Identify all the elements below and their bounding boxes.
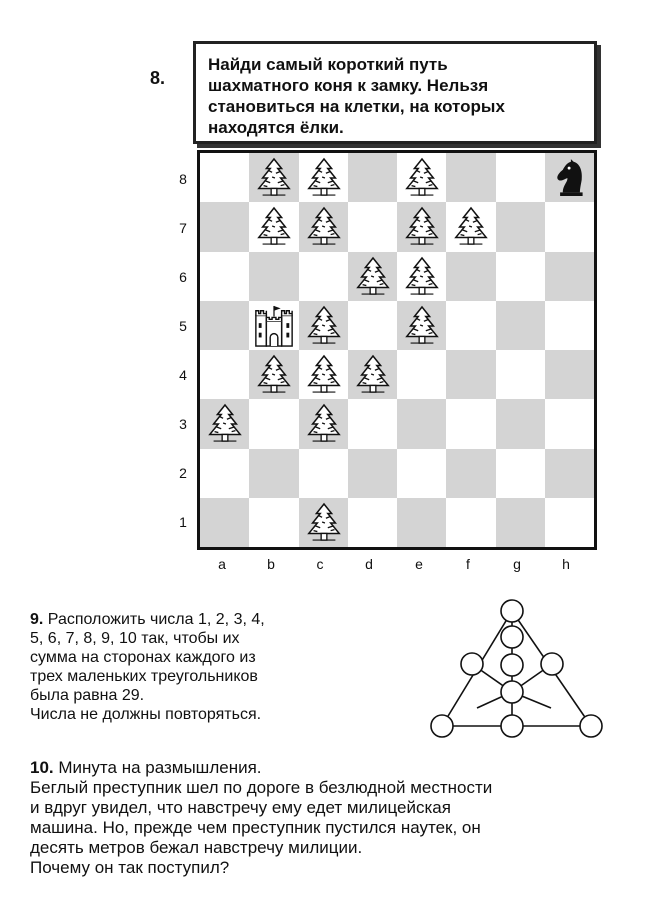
triangle-node bbox=[461, 653, 483, 675]
file-label: d bbox=[365, 556, 373, 572]
square-d2 bbox=[348, 449, 397, 498]
task-9-line: сумма на сторонах каждого из bbox=[30, 649, 256, 666]
square-e7 bbox=[397, 202, 446, 251]
square-c5 bbox=[299, 301, 348, 350]
square-h8 bbox=[545, 153, 594, 202]
triangle-node bbox=[501, 681, 523, 703]
tree-icon bbox=[403, 206, 441, 248]
file-label: b bbox=[267, 556, 275, 572]
triangle-node bbox=[580, 715, 602, 737]
chess-board-grid bbox=[200, 153, 594, 547]
task-10-line: десять метров бежал навстречу милиции. bbox=[30, 838, 363, 857]
task-9-text bbox=[30, 610, 350, 724]
square-h6 bbox=[545, 252, 594, 301]
square-d1 bbox=[348, 498, 397, 547]
square-e3 bbox=[397, 399, 446, 448]
square-d5 bbox=[348, 301, 397, 350]
task-8-number: 8. bbox=[150, 68, 166, 88]
rank-label: 3 bbox=[179, 416, 187, 432]
square-b7 bbox=[249, 202, 298, 251]
square-f2 bbox=[446, 449, 495, 498]
square-b3 bbox=[249, 399, 298, 448]
tree-icon bbox=[305, 502, 343, 544]
tree-icon bbox=[255, 206, 293, 248]
square-c6 bbox=[299, 252, 348, 301]
square-h5 bbox=[545, 301, 594, 350]
task-9-line: была равна 29. bbox=[30, 687, 145, 704]
square-h2 bbox=[545, 449, 594, 498]
rank-label: 2 bbox=[179, 465, 187, 481]
file-label: a bbox=[218, 556, 226, 572]
square-f4 bbox=[446, 350, 495, 399]
square-g1 bbox=[496, 498, 545, 547]
triangle-node bbox=[501, 600, 523, 622]
triangle-node bbox=[501, 626, 523, 648]
square-b5 bbox=[249, 301, 298, 350]
task-9-number: 9. bbox=[30, 611, 44, 628]
task-9-line: Числа не должны повторяться. bbox=[30, 706, 262, 723]
tree-icon bbox=[305, 403, 343, 445]
square-d8 bbox=[348, 153, 397, 202]
task-10-line: Почему он так поступил? bbox=[30, 858, 230, 877]
tree-icon bbox=[403, 256, 441, 298]
square-a1 bbox=[200, 498, 249, 547]
square-c4 bbox=[299, 350, 348, 399]
tree-icon bbox=[255, 157, 293, 199]
square-c8 bbox=[299, 153, 348, 202]
square-d7 bbox=[348, 202, 397, 251]
triangle-node bbox=[501, 715, 523, 737]
file-label: e bbox=[415, 556, 423, 572]
square-g7 bbox=[496, 202, 545, 251]
file-label: g bbox=[513, 556, 521, 572]
square-a4 bbox=[200, 350, 249, 399]
square-f1 bbox=[446, 498, 495, 547]
square-a6 bbox=[200, 252, 249, 301]
task-8-line: Найди самый короткий путь bbox=[208, 55, 448, 74]
square-a5 bbox=[200, 301, 249, 350]
square-d4 bbox=[348, 350, 397, 399]
square-g6 bbox=[496, 252, 545, 301]
knight-icon bbox=[552, 158, 588, 198]
square-b6 bbox=[249, 252, 298, 301]
square-h4 bbox=[545, 350, 594, 399]
number-triangle-diagram bbox=[425, 596, 610, 746]
square-c2 bbox=[299, 449, 348, 498]
square-c7 bbox=[299, 202, 348, 251]
rank-label: 1 bbox=[179, 514, 187, 530]
task-10-text bbox=[30, 758, 645, 878]
square-h7 bbox=[545, 202, 594, 251]
tree-icon bbox=[305, 206, 343, 248]
rank-label: 8 bbox=[179, 171, 187, 187]
tree-icon bbox=[354, 354, 392, 396]
task-9-line: Расположить числа 1, 2, 3, 4, bbox=[47, 611, 265, 628]
square-c3 bbox=[299, 399, 348, 448]
square-f3 bbox=[446, 399, 495, 448]
square-e5 bbox=[397, 301, 446, 350]
square-g8 bbox=[496, 153, 545, 202]
file-label: c bbox=[316, 556, 324, 572]
file-label: f bbox=[466, 556, 470, 572]
task-8-line: шахматного коня к замку. Нельзя bbox=[208, 76, 489, 95]
rank-label: 7 bbox=[179, 220, 187, 236]
triangle-node bbox=[501, 654, 523, 676]
tree-icon bbox=[354, 256, 392, 298]
square-f7 bbox=[446, 202, 495, 251]
square-d6 bbox=[348, 252, 397, 301]
square-b1 bbox=[249, 498, 298, 547]
rank-label: 6 bbox=[179, 269, 187, 285]
chess-board bbox=[197, 150, 597, 550]
square-e2 bbox=[397, 449, 446, 498]
rank-label: 5 bbox=[179, 318, 187, 334]
square-b8 bbox=[249, 153, 298, 202]
task-10-line: машина. Но, прежде чем преступник пустился наутек, он bbox=[30, 818, 481, 837]
square-b4 bbox=[249, 350, 298, 399]
tree-icon bbox=[305, 157, 343, 199]
task-9-line: 5, 6, 7, 8, 9, 10 так, чтобы их bbox=[30, 630, 240, 647]
square-b2 bbox=[249, 449, 298, 498]
square-g3 bbox=[496, 399, 545, 448]
task-10-number: 10. bbox=[30, 758, 54, 777]
task-10-title: Минута на размышления. bbox=[58, 758, 262, 777]
square-f6 bbox=[446, 252, 495, 301]
square-e6 bbox=[397, 252, 446, 301]
task-10-line: и вдруг увидел, что навстречу ему едет милицейская bbox=[30, 798, 451, 817]
square-c1 bbox=[299, 498, 348, 547]
square-h3 bbox=[545, 399, 594, 448]
square-g4 bbox=[496, 350, 545, 399]
tree-icon bbox=[206, 403, 244, 445]
square-a3 bbox=[200, 399, 249, 448]
task-8-line: становиться на клетки, на которых bbox=[208, 97, 505, 116]
task-8-instruction-box bbox=[193, 41, 597, 144]
square-d3 bbox=[348, 399, 397, 448]
tree-icon bbox=[403, 305, 441, 347]
square-f8 bbox=[446, 153, 495, 202]
triangle-node bbox=[541, 653, 563, 675]
square-a8 bbox=[200, 153, 249, 202]
task-9-line: трех маленьких треугольников bbox=[30, 668, 258, 685]
tree-icon bbox=[305, 354, 343, 396]
tree-icon bbox=[305, 305, 343, 347]
square-a2 bbox=[200, 449, 249, 498]
square-g2 bbox=[496, 449, 545, 498]
square-h1 bbox=[545, 498, 594, 547]
file-label: h bbox=[562, 556, 570, 572]
rank-label: 4 bbox=[179, 367, 187, 383]
task-10-line: Беглый преступник шел по дороге в безлюдной местности bbox=[30, 778, 493, 797]
square-g5 bbox=[496, 301, 545, 350]
task-8-line: находятся ёлки. bbox=[208, 118, 344, 137]
tree-icon bbox=[403, 157, 441, 199]
castle-icon bbox=[253, 304, 295, 348]
tree-icon bbox=[255, 354, 293, 396]
square-f5 bbox=[446, 301, 495, 350]
triangle-node bbox=[431, 715, 453, 737]
square-e1 bbox=[397, 498, 446, 547]
square-e4 bbox=[397, 350, 446, 399]
tree-icon bbox=[452, 206, 490, 248]
square-a7 bbox=[200, 202, 249, 251]
square-e8 bbox=[397, 153, 446, 202]
